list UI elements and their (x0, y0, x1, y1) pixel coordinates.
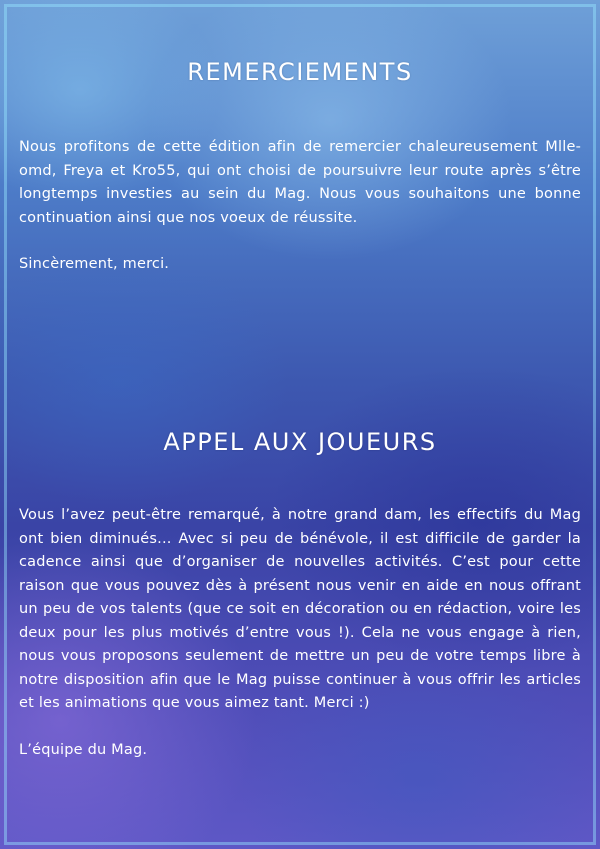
section-title-remerciements: REMERCIEMENTS (187, 58, 413, 86)
remerciements-closing: Sincèrement, merci. (19, 256, 170, 272)
appel-closing: L’équipe du Mag. (19, 741, 148, 758)
section-appel-aux-joueurs (19, 428, 581, 762)
remerciements-paragraph: Nous profitons de cette édition afin de remercier chaleureusement Mlle-omd, Freya et Kro55, qui ont choisi de poursuivre leur route après s’être longtemps investies au sein du Mag. Nous vous souhaitons une bonne continuation ainsi que nos voeux de réussite. (19, 139, 581, 226)
appel-paragraph: Vous l’avez peut-être remarqué, à notre grand dam, les effectifs du Mag ont bien diminués... Avec si peu de bénévole, il est difficile de garder la cadence ainsi que d’organiser de nouvelles activités. C’est pour cette raison que vous pouvez dès à présent nous venir en aide en nous offrant un peu de vos talents (que ce soit en décoration ou en rédaction, voire les deux pour les plus motivés d’entre vous !). Cela ne vous engage à rien, nous vous proposons seulement de mettre un peu de votre temps libre à notre disposition afin que le Mag puisse continuer à vous offrir les articles et les animations que vous aimez tant. Merci :) (19, 507, 581, 711)
section-title-appel: APPEL AUX JOUEURS (163, 428, 437, 456)
section-remerciements (19, 58, 581, 277)
